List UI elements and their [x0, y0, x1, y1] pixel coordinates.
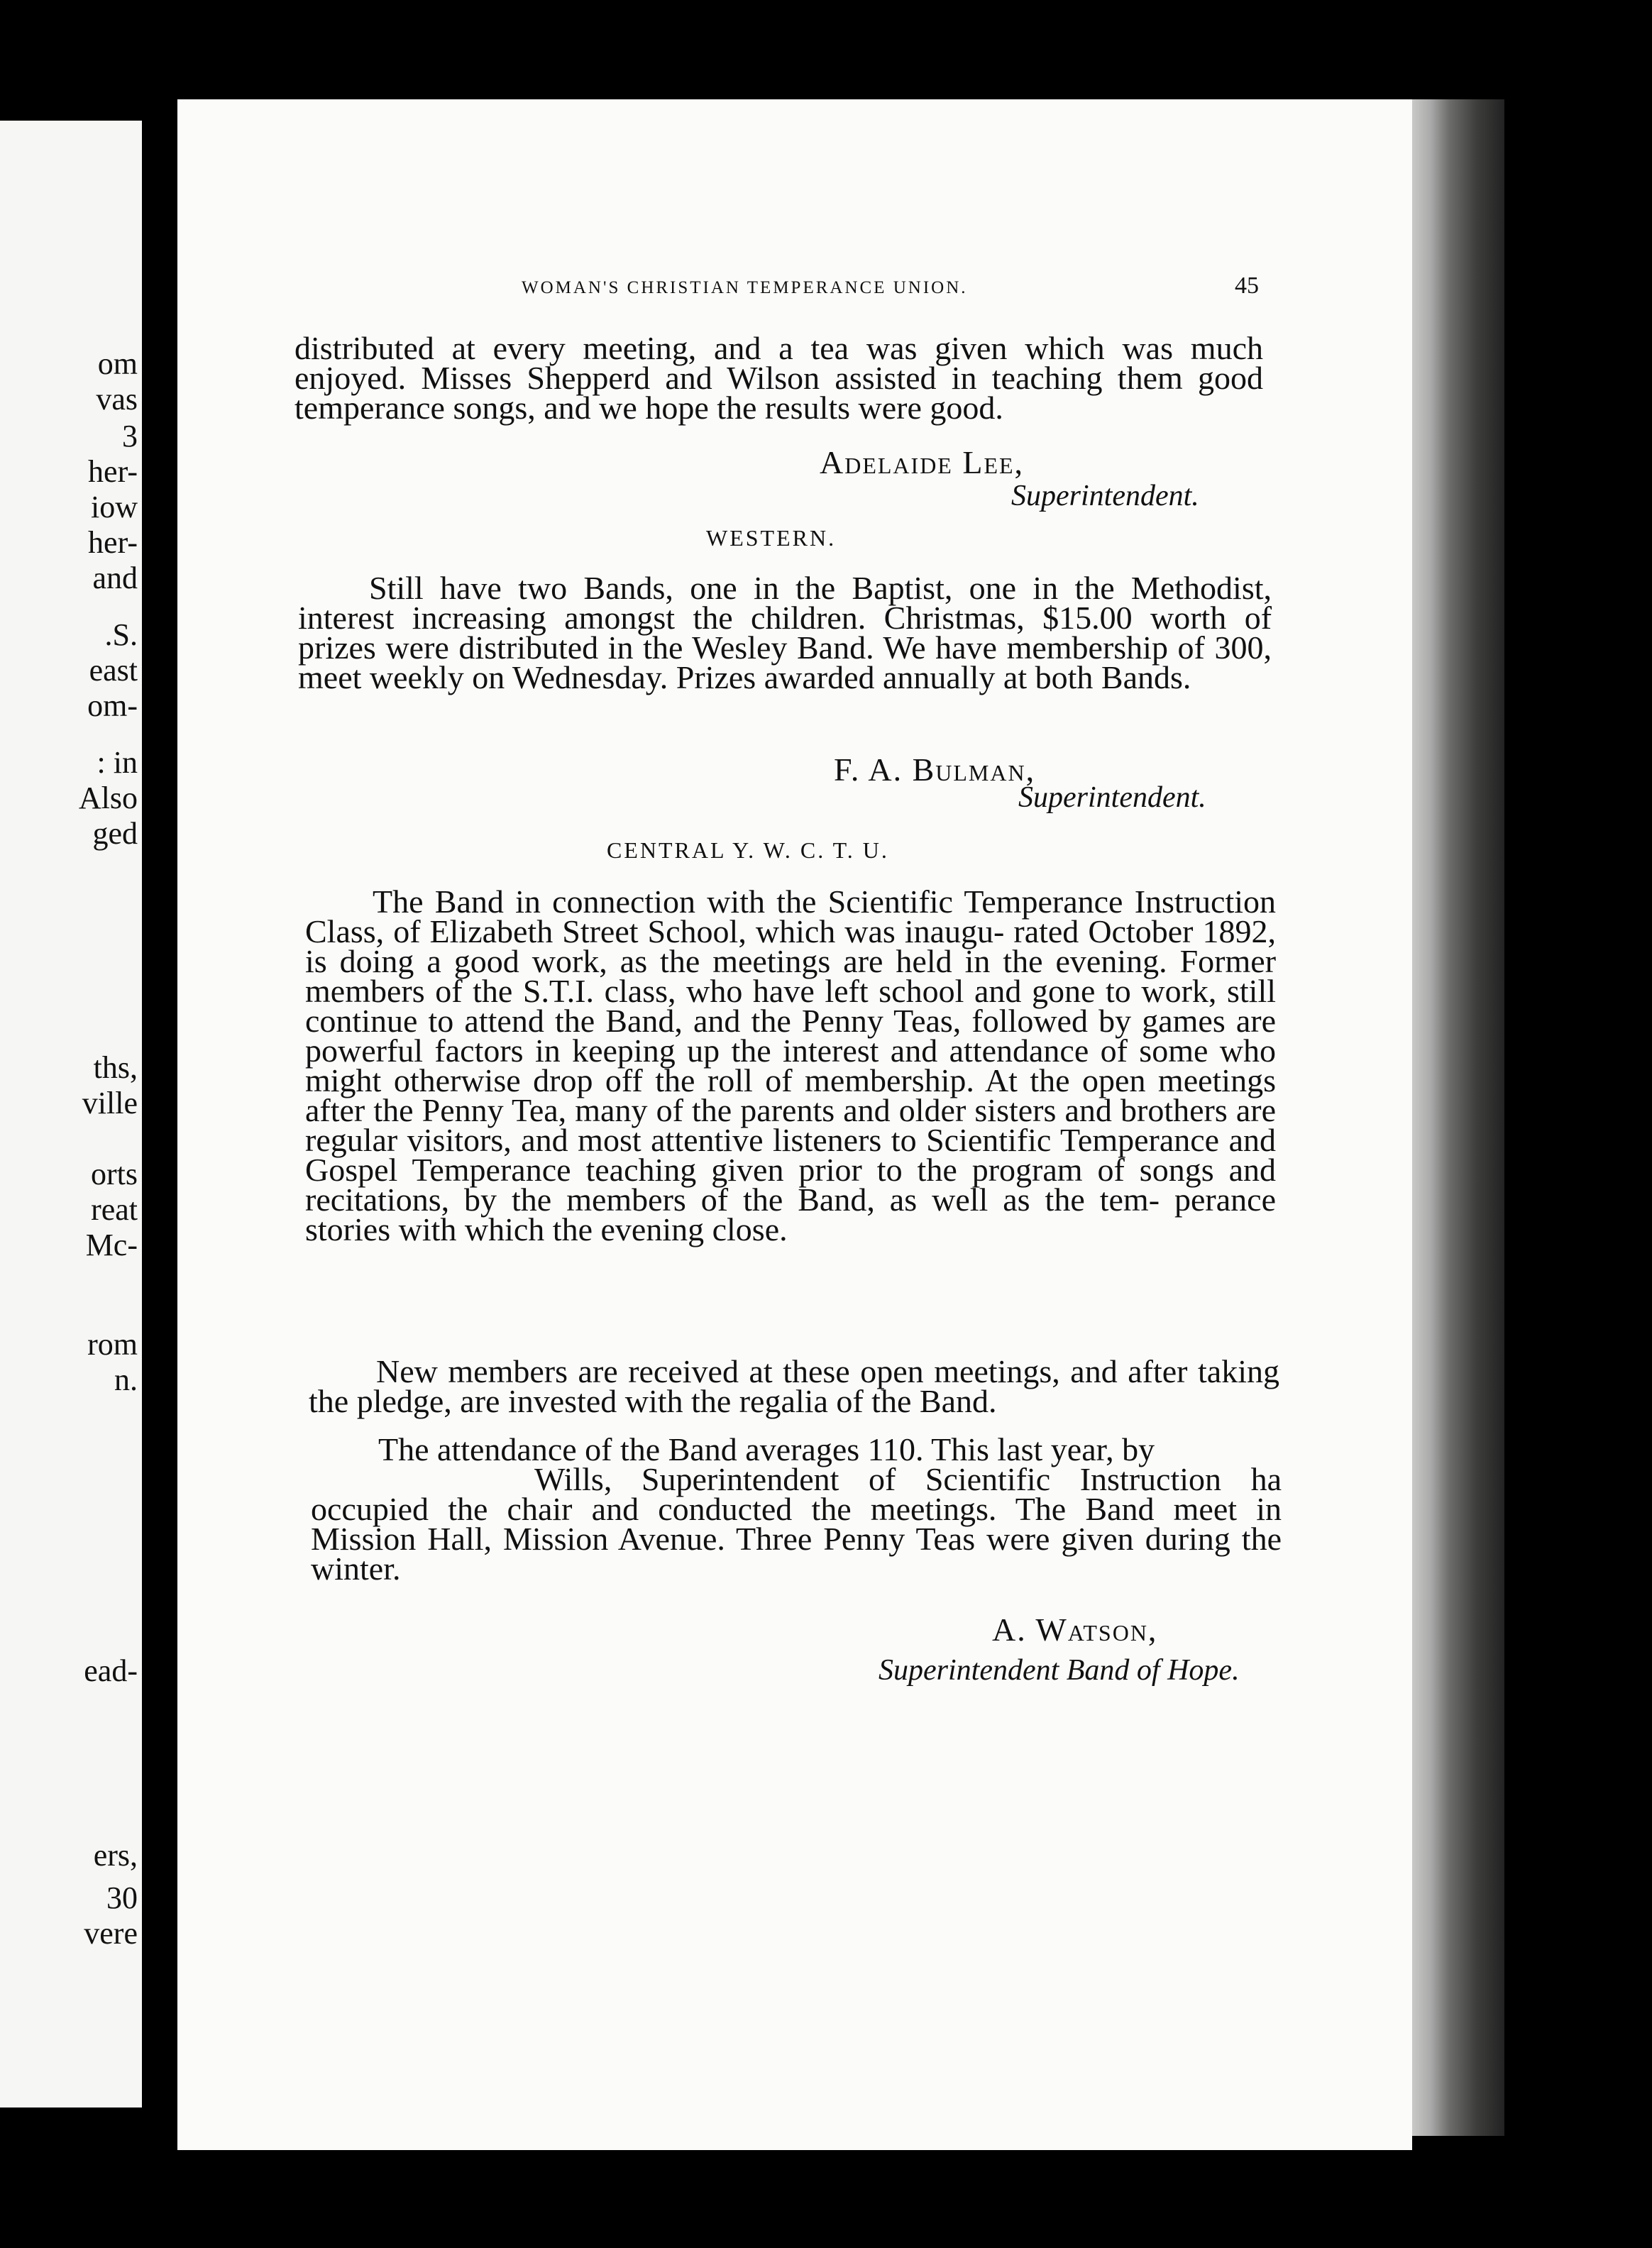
central-paragraph	[309, 1353, 1280, 1419]
text-line: The Band in connection with the Scientific Temperance	[373, 883, 1123, 920]
facing-fragment: rom	[87, 1327, 138, 1362]
text-line: school and gone to work, still continue to attend the Band, and the	[305, 973, 1277, 1039]
text-line: distributed at every meeting, and a tea was given which was much	[294, 330, 1263, 366]
text-line: in the evening. Former members of the S.T.I. class, who have left	[305, 943, 1277, 1009]
signature-name: F. A. Bulman,	[834, 751, 1036, 788]
facing-fragment: reat	[91, 1192, 138, 1227]
text-line: rated October 1892, is doing a good work, as the meetings are held	[305, 913, 1276, 979]
page-number: 45	[1235, 272, 1259, 299]
central-paragraph	[311, 1431, 1282, 1587]
section-heading-western: WESTERN.	[706, 525, 837, 551]
facing-fragment: : in	[97, 745, 138, 780]
facing-fragment: .S.	[104, 617, 138, 652]
facing-page	[0, 121, 142, 2108]
text-line: interest increasing amongst the children. Christmas, $15.00	[298, 600, 1133, 636]
running-head: WOMAN'S CHRISTIAN TEMPERANCE UNION.	[522, 278, 968, 297]
central-paragraph	[305, 883, 1277, 1247]
text-line: worth of prizes were distributed in the Wesley Band. We have	[298, 600, 1272, 666]
text-line: The attendance of the Band averages 110. This last year, by	[378, 1431, 1155, 1467]
facing-fragment: ead-	[84, 1653, 138, 1688]
text-line: perance stories with which the evening close.	[305, 1181, 1276, 1247]
facing-fragment: 30	[106, 1880, 138, 1915]
text-line: and recitations, by the members of the Band, as well as the tem-	[305, 1152, 1276, 1218]
text-line: Gospel Temperance teaching given prior to the program of songs	[305, 1152, 1214, 1188]
signature-name: Adelaide Lee,	[820, 444, 1025, 480]
facing-fragment: orts	[91, 1157, 138, 1191]
text-line: in Mission Hall, Mission Avenue. Three Penny Teas were given	[311, 1491, 1282, 1557]
signature-title: Superintendent Band of Hope.	[879, 1654, 1240, 1687]
text-line: occupied the chair and conducted the meetings. The Band meet	[311, 1491, 1238, 1527]
text-line: Still have two Bands, one in the Baptist, one in the Methodist,	[369, 570, 1272, 606]
text-line: New members are received at these open meetings, and after	[376, 1353, 1188, 1389]
facing-fragment: ville	[82, 1086, 138, 1120]
page-edges	[1412, 99, 1504, 2136]
facing-fragment: and	[92, 561, 138, 595]
signature-title: Superintendent.	[1011, 480, 1199, 512]
text-line: visitors, and most attentive listeners to Scientific Temperance and	[407, 1122, 1277, 1158]
facing-fragment: her-	[88, 525, 138, 560]
signature-name: A. Watson,	[992, 1611, 1158, 1648]
facing-fragment: ers,	[93, 1838, 138, 1873]
facing-fragment: n.	[114, 1362, 138, 1397]
text-line: the interest and attendance of some who might otherwise drop off	[305, 1032, 1276, 1098]
text-line: Instruction Class, of Elizabeth Street School, which was inaugu-	[305, 883, 1276, 949]
text-line: enjoyed. Misses Shepperd and Wilson assisted in teaching them	[294, 360, 1183, 396]
facing-fragment: vere	[84, 1916, 138, 1951]
facing-fragment: iow	[91, 490, 138, 524]
facing-fragment: om	[97, 346, 138, 381]
continuation-paragraph	[294, 330, 1263, 426]
signature-title: Superintendent.	[1018, 781, 1206, 814]
facing-fragment: ged	[92, 816, 138, 851]
text-line: taking the pledge, are invested with the regalia of the Band.	[309, 1353, 1280, 1419]
text-line: membership of 300, meet weekly on Wednesday. Prizes awarded	[298, 629, 1272, 695]
text-line: annually at both Bands.	[883, 659, 1191, 695]
text-line: the roll of membership. At the open meetings after the Penny	[305, 1062, 1276, 1128]
facing-fragment: om-	[87, 688, 138, 723]
facing-fragment: ths,	[93, 1050, 138, 1085]
section-heading-central: CENTRAL Y. W. C. T. U.	[607, 837, 889, 863]
text-line: Penny Teas, followed by games are powerful factors in keeping up	[305, 1003, 1277, 1069]
text-line: Wills, Superintendent of Scientific Instruction ha	[534, 1461, 1282, 1497]
western-paragraph	[298, 570, 1272, 695]
facing-fragment: her-	[88, 454, 138, 489]
text-line: Tea, many of the parents and older sisters and brothers are regular	[305, 1092, 1277, 1158]
text-line: good temperance songs, and we hope the results were good.	[294, 360, 1263, 426]
facing-fragment: vas	[96, 382, 138, 417]
text-line: during the winter.	[311, 1521, 1282, 1587]
facing-fragment: Mc-	[85, 1228, 138, 1262]
facing-fragment: Also	[78, 781, 138, 815]
facing-fragment: east	[89, 653, 138, 688]
facing-fragment: 3	[122, 419, 138, 453]
